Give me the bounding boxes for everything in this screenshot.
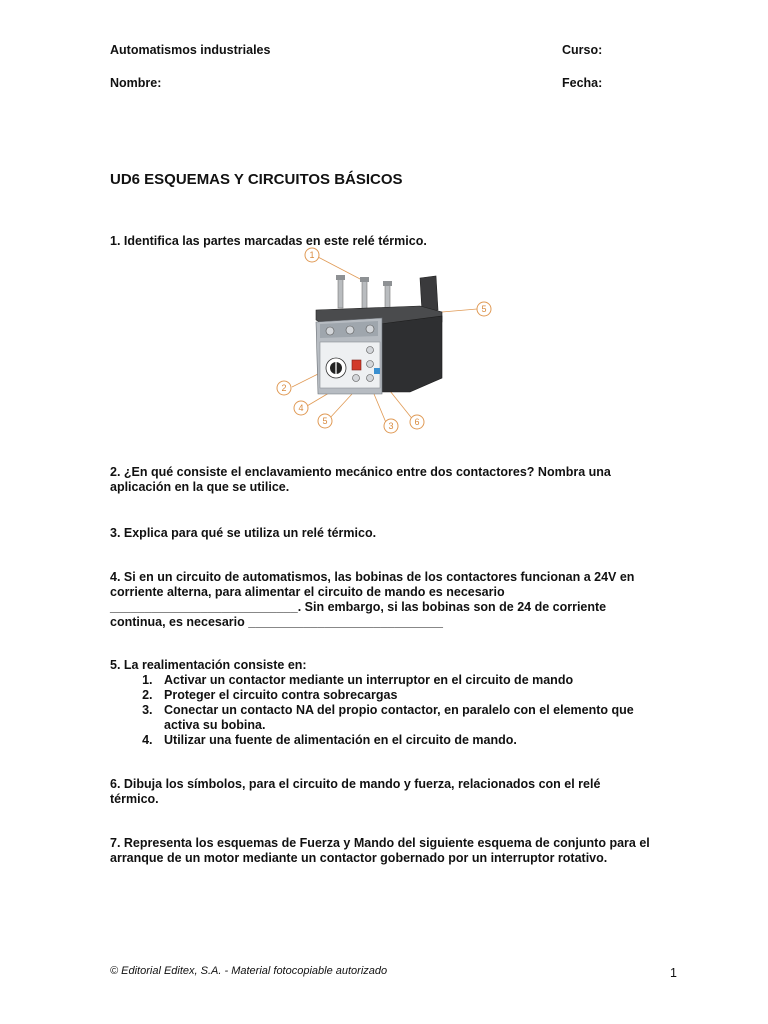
test-indicator — [374, 368, 380, 374]
relay-body — [380, 316, 442, 392]
svg-text:5: 5 — [481, 304, 487, 314]
option-1: 1. Activar un contactor mediante un interruptor en el circuito de mando — [156, 673, 655, 688]
option-3: 3. Conectar un contacto NA del propio contactor, en paralelo con el elemento que activa su bobina. — [156, 703, 655, 733]
callout-6 — [410, 415, 424, 429]
question-5-options — [110, 673, 655, 748]
svg-text:3: 3 — [388, 421, 394, 431]
terminal-pins — [336, 275, 392, 312]
page-title: UD6 ESQUEMAS Y CIRCUITOS BÁSICOS — [110, 171, 403, 188]
callout-5-top — [477, 302, 491, 316]
svg-text:2: 2 — [281, 383, 287, 393]
svg-text:5: 5 — [322, 416, 328, 426]
question-7: 7. Representa los esquemas de Fuerza y Mando del siguiente esquema de conjunto para el arranque de un motor mediante un contactor gobernado por un interruptor rotativo. — [110, 836, 650, 865]
svg-text:1: 1 — [309, 250, 315, 260]
subject-label: Automatismos industriales — [110, 43, 271, 57]
leader-line-3 — [374, 394, 387, 425]
svg-text:6: 6 — [414, 417, 420, 427]
question-3: 3. Explica para qué se utiliza un relé térmico. — [110, 526, 377, 540]
leader-line-5-top — [442, 309, 477, 312]
option-2: 2. Proteger el circuito contra sobrecargas — [156, 688, 655, 703]
question-1: 1. Identifica las partes marcadas en este relé térmico. — [110, 234, 427, 248]
question-5-intro: 5. La realimentación consiste en: — [110, 658, 307, 672]
question-4: 4. Si en un circuito de automatismos, las bobinas de los contactores funcionan a 24V en corriente alterna, para alimentar el circuito de mando es necesario ___________________________. Sin embargo, si las bobinas son de 24 de corriente continua, es necesario ____________________________ — [110, 570, 635, 629]
callout-2 — [277, 381, 291, 395]
leader-line-5-bottom — [329, 394, 352, 419]
callout-5-bottom — [318, 414, 332, 428]
question-6: 6. Dibuja los símbolos, para el circuito de mando y fuerza, relacionados con el relé térmico. — [110, 777, 601, 806]
page-number: 1 — [670, 966, 677, 980]
callout-4 — [294, 401, 308, 415]
question-2: 2. ¿En qué consiste el enclavamiento mecánico entre dos contactores? Nombra una aplicación en la que se utilice. — [110, 465, 611, 494]
footer-copyright: © Editorial Editex, S.A. - Material fotocopiable autorizado — [110, 965, 388, 977]
leader-line-2 — [292, 374, 318, 387]
option-4: 4. Utilizar una fuente de alimentación en el circuito de mando. — [156, 733, 655, 748]
thermal-relay-figure — [270, 246, 500, 438]
name-label: Nombre: — [110, 76, 162, 90]
reset-button — [352, 360, 361, 370]
callout-1 — [305, 248, 319, 262]
callout-3 — [384, 419, 398, 433]
date-label: Fecha: — [562, 76, 603, 90]
course-label: Curso: — [562, 43, 603, 57]
svg-text:4: 4 — [298, 403, 304, 413]
